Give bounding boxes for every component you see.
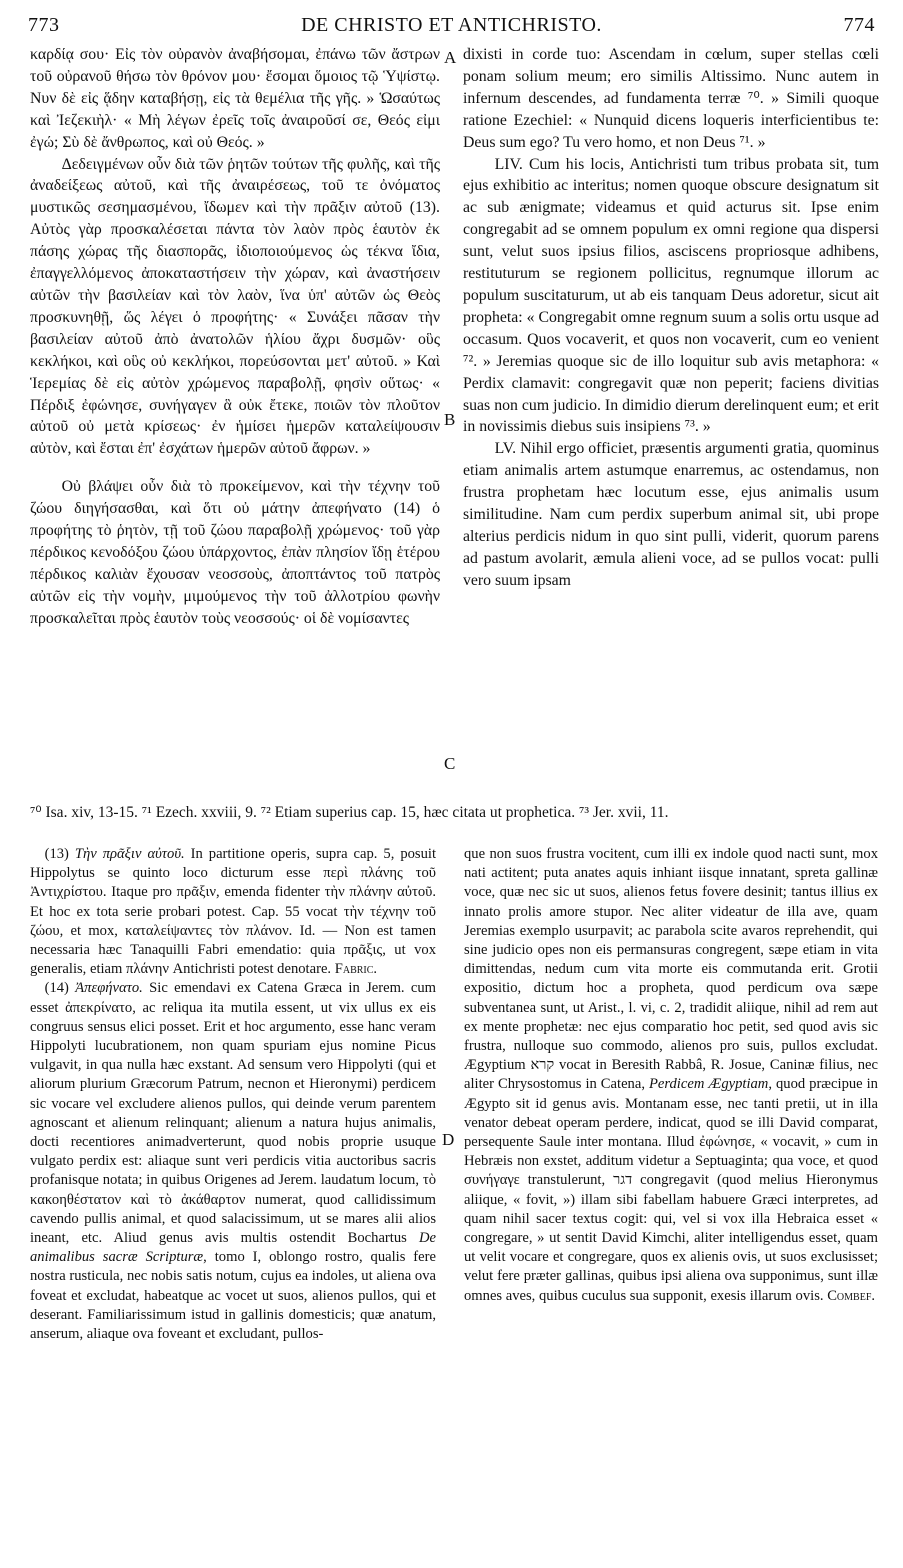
scripture-references: ⁷⁰ Isa. xiv, 13-15. ⁷¹ Ezech. xxviii, 9. ⁷² Etiam superius cap. 15, hæc citata ut prophetica. ⁷³ Jer. xvii, 11. <box>30 804 669 821</box>
footnote-13-text: In partitione operis, supra cap. 5, posuit Hippolytus se quinto loco dicturum esse περὶ πλάνης τοῦ Ἀντιχρίστου. Itaque pro πρᾶξιν, emenda fidenter τὴν πλάνην αὐτοῦ. Et hoc ex tota serie probari potest. Cap. 55 vocat τὴν τέχνην τοῦ ζώου, et mox, καταλείψαντες τὸν πλάνον. Id. — Non est tamen necessaria hæc Tanaquilli Fabri emendatio: quia πρᾶξις, ut vox generalis, etiam πλάνην Antichristi potest denotare. <box>30 846 437 978</box>
footnotes-left <box>30 845 436 1344</box>
latin-paragraph-3: LV. Nihil ergo officiet, præsentis argumenti gratia, quominus etiam animalis artem astumque enarremus, ac ostendamus, non frustra prophetam hæc locutum esse, ejus animalis usum similitudine. Nam cum perdix superbum animal sit, ubi prope alterius perdicis nidum in quo sint pulli, viderit, quorum parens ad pastum avolarit, æmula alieni voce, ad se pullos vocat: pulli vero suum ipsam <box>463 440 879 589</box>
greek-paragraph-3: Οὐ βλάψει οὖν διὰ τὸ προκείμενον, καὶ τὴν τέχνην τοῦ ζώου διηγήσασθαι, καὶ ὅτι οὐ μάτην ἀπεφήνατο (14) ὁ προφήτης τὸ ῥητὸν, τῇ τοῦ ζώου παραβολῇ χρώμενος· τοῦ γὰρ πέρδικος κενοδόξου ζώου ὑπάρχοντος, ἐπὰν πλησίον ἴδῃ ἑτέρου πέρδικος καλιὰν ἔχουσαν νεοσσοὺς, ἀποπτάντος τοῦ πατρὸς αὐτῶν εἰς τὴν νομὴν, μιμούμενος τὴν τοῦ ἀλλοτρίου φωνὴν προσκαλεῖται πρὸς ἑαυτὸν τοὺς νεοσσούς· οἱ δὲ νομίσαντες <box>30 478 440 627</box>
footnote-14-text-continued: , tomo I, oblongo rostro, qualis fere nostra rusticula, nec nobis satis notum, cujus ea indoles, ut aliena ova foveat et excludat, habeatque ac vocet ut suos, alienos pullos, qui et deserant. Familiarissimum istud in gallinis domesticis; quæ anatum, anserum, aliaque ova foveant et excludant, pullos- <box>30 1249 436 1343</box>
page-number-left: 773 <box>28 14 60 36</box>
margin-letter-c: C <box>444 754 456 773</box>
footnote-14-label: (14) <box>44 980 69 997</box>
greek-paragraph-1: καρδίᾳ σου· Εἰς τὸν οὐρανὸν ἀναβήσομαι, ἐπάνω τῶν ἄστρων τοῦ οὐρανοῦ θήσω τὸν θρόνον μου· ἔσομαι ὅμοιος τῷ Ὑψίστῳ. Νυν δὲ εἰς ᾅδην καταβήσῃ, εἰς τὰ θεμέλια τῆς γῆς. » Ὡσαύτως καὶ Ἰεζεκιὴλ· « Μὴ λέγων ἐρεῖς τοῖς ἀναιροῦσί σε, Θεός εἰμι ἐγώ; Σὺ δὲ ἄνθρωπος, καὶ οὐ Θεός. » <box>30 46 440 151</box>
footnote-14 <box>30 979 436 1344</box>
footnote-right-text-2: , quod præcipue in Ægypto sit id genus avis. Montanam esse, nec tanti pretii, ut in illa venator debeat operam perdere, indicat, quod se illi David comparat, persequente Saule inter montana. Illud ἐφώνησε, « vocavit, » cum in Hebræis non exstet, additum videtur a Septuaginta; qua voce, et quod συνήγαγε transtulerunt, דגר congregavit (quod melius Hieronymus aliique, « fovit, ») illam sibi fabellam habuere Græci interpretes, ad quam nihil sacer textus cogit: qui, vel si vox illa Hebraica esset « congregare, » ut sentit David Kimchi, aliter intelligendus esset, quam ut velit vocare et congregare, quos ex alienis ovis, ut suos exclusisset; velut fere præter gallinas, quibus ipsi aliena ova supponimus, sunt illæ omnes aves, quibus cuculus sua supponit, exesis illarum ovis. <box>464 1076 879 1304</box>
page-number-right: 774 <box>843 14 875 36</box>
footnote-14-text: Sic emendavi ex Catena Græca in Jerem. cum esset ἀπεκρίνατο, ac reliqua ita mutila essent, ut vix ullus ex eis congruus sensus elici posset. Erit et hoc argumento, esse hanc veram Hippolyti lucubrationem, non quam spuriam ejus nomine Picus vulgavit, in qua nulla hæc exstant. Ad sensum vero Hippolyti (qui et aliorum plurium Græcorum Patrum, necnon et Hieronymi) perdicem sic vocare vel excludere alienos pullos, qui deinde verum parentem agnoscant et alienum relinquant; alienum a natura hujus animalis, docti recentiores animadverterunt, quod nobis proprie usuque vulgato perdix est: aliaque sunt veri perdicis vitia auctoribus sacris profanisque notata; in quibus Origenes ad Jerem. laudatum locum, τὸ κακοηθέστατον καὶ τὸ ἀκάθαρτον numerat, quod callidissimum cavendo pullis animal, et quod salacissimum, ut se mares alii alios ineant, etc. Aliud genus avis multis ostendit Bochartus <box>30 980 436 1247</box>
footnote-right-text-1: que non suos frustra vocitent, cum illi ex indole quod nacti sunt, mox nati actitent; puta anates aquis inhiant iisque innatant, spreta gallinæ voce, quæ nec sic ut suos, alienos fetus fovere desinit; tantus illius ex innato prolis amore stupor. Nec aliter videatur de illa ave, quam Jeremias exemplo usurpavit; ac parabola scite avaros reprehendit, qui sine judicio opes non eis permansuras congregent, sæpe etiam in vita dimittendas, nedum cum vita morte eis commutanda erit. Grotii expositio, dictum hoc a propheta, quod perdicum ova sæpe subventanea sunt, ut Arist., l. vi, c. 2, tradidit aliique, nihil ad rem aut ex mente prophetæ: nec ejus comparatio hoc petit, sed quod avis sic frustra, nulloque suo commodo, alienos pro suis, pullos excludat. Ægyptium קרא vocat in Beresith Rabbâ, R. Josue, Caninæ filius, nec aliter Chrysostomus in Catena, <box>464 846 879 1093</box>
footnote-14-book-title: De animalibus sacræ Scripturæ <box>30 1230 436 1266</box>
margin-letter-a: A <box>444 48 457 67</box>
footnote-14-continuation <box>464 845 878 1306</box>
latin-paragraph-1: dixisti in corde tuo: Ascendam in cœlum, super stellas cœli ponam solium meum; ero similis Altissimo. Nunc autem in infernum descendes, ad fundamenta terræ ⁷⁰. » Simili quoque ratione Ezechiel: « Nunquid dicens loqueris interficientibus te: Deus sum ego? Tu vero homo, et non Deus ⁷¹. » <box>463 46 879 151</box>
footnote-right-italic: Perdicem Ægyptiam <box>648 1076 769 1093</box>
footnotes-right <box>464 845 878 1306</box>
running-title: DE CHRISTO ET ANTICHRISTO. <box>301 14 602 36</box>
footnote-14-lemma: Ἀπεφήνατο. <box>75 980 143 997</box>
footnote-13-lemma: Τὴν πρᾶξιν αὐτοῦ. <box>74 846 185 862</box>
page-header <box>28 14 875 38</box>
latin-column <box>463 44 879 592</box>
footnote-13-signature: Fabric. <box>334 961 378 978</box>
greek-column <box>30 44 440 630</box>
footnote-13 <box>30 845 436 979</box>
latin-paragraph-2: LIV. Cum his locis, Antichristi tum tribus probata sit, tum ejus exhibitio ac interitus; nomen quoque obscure designatum sit ac sub ænigmate; videamus et quid acturus sit. Ipse enim congregabit ad se omnem populum ex omni regione qua dispersi sunt, velut suos ipsius filios, asciscens propriosque adhibens, restituturum se regionem pollicitus, regnumque illorum ac populum suscitaturum, ut ab eis tanquam Deus adoretur, sicut ait propheta: « Congregabit omne regnum suum a solis ortu usque ad occasum. Quos vocaverit, et quos non vocaverit, cum eo venient ⁷². » Jeremias quoque sic de illo loquitur sub avis metaphora: « Perdix clamavit: congregavit quæ non peperit; faciens divitias suas non cum judicio. In dimidio dierum derelinquent eum; et erit in novissimis diebus suis insipiens ⁷³. » <box>463 155 879 436</box>
greek-paragraph-2: Δεδειγμένων οὖν διὰ τῶν ῥητῶν τούτων τῆς φυλῆς, καὶ τῆς ἀναδείξεως αὐτοῦ, καὶ τῆς ἀναιρέσεως, τοῦ τε ὀνόματος μυστικῶς σεσημασμένου, ἴδωμεν καὶ τὴν πρᾶξιν αὐτοῦ (13). Αὐτὸς γὰρ προσκαλέσεται πάντα τὸν λαὸν πρὸς ἑαυτὸν ἐκ πάσης χώρας τῆς διασπορᾶς, ἰδιοποιούμενος ὡς τέκνα ἴδια, ἐπαγγελλόμενος ἀποκαταστήσειν τὴν χώραν, καὶ ἀναστήσειν αὐτῶν τὴν βασιλείαν καὶ τὸν λαὸν, ἵνα ὑπ' αὐτῶν ὡς Θεὸς προσκυνηθῇ, ὥς λέγει ὁ προφήτης· « Συνάξει πᾶσαν τὴν βασιλείαν αὐτοῦ ἀπὸ ἀνατολῶν ἡλίου ἄχρι δυσμῶν· οὓς κεκλήκοι, καὶ οὓς οὐ κεκλήκοι, πορεύσονται μετ' αὐτοῦ. » Καὶ Ἱερεμίας δὲ εἰς αὐτὸν χρώμενος παραβολῇ, φησὶν οὕτως· « Πέρδιξ ἐφώνησε, συνήγαγεν ἃ οὐκ ἔτεκε, ποιῶν τὸν πλοῦτον αὐτοῦ οὐ μετὰ κρίσεως· ἐν ἡμίσει ἡμερῶν καταλείψουσιν αὐτὸν, καὶ ἔσται ἐπ' ἐσχάτων ἡμερῶν αὐτοῦ ἄφρων. » <box>30 155 440 458</box>
margin-letter-b: B <box>444 410 456 429</box>
footnote-right-signature: Combef. <box>827 1287 876 1304</box>
footnote-13-label: (13) <box>44 846 69 862</box>
margin-letter-d: D <box>442 1130 455 1149</box>
